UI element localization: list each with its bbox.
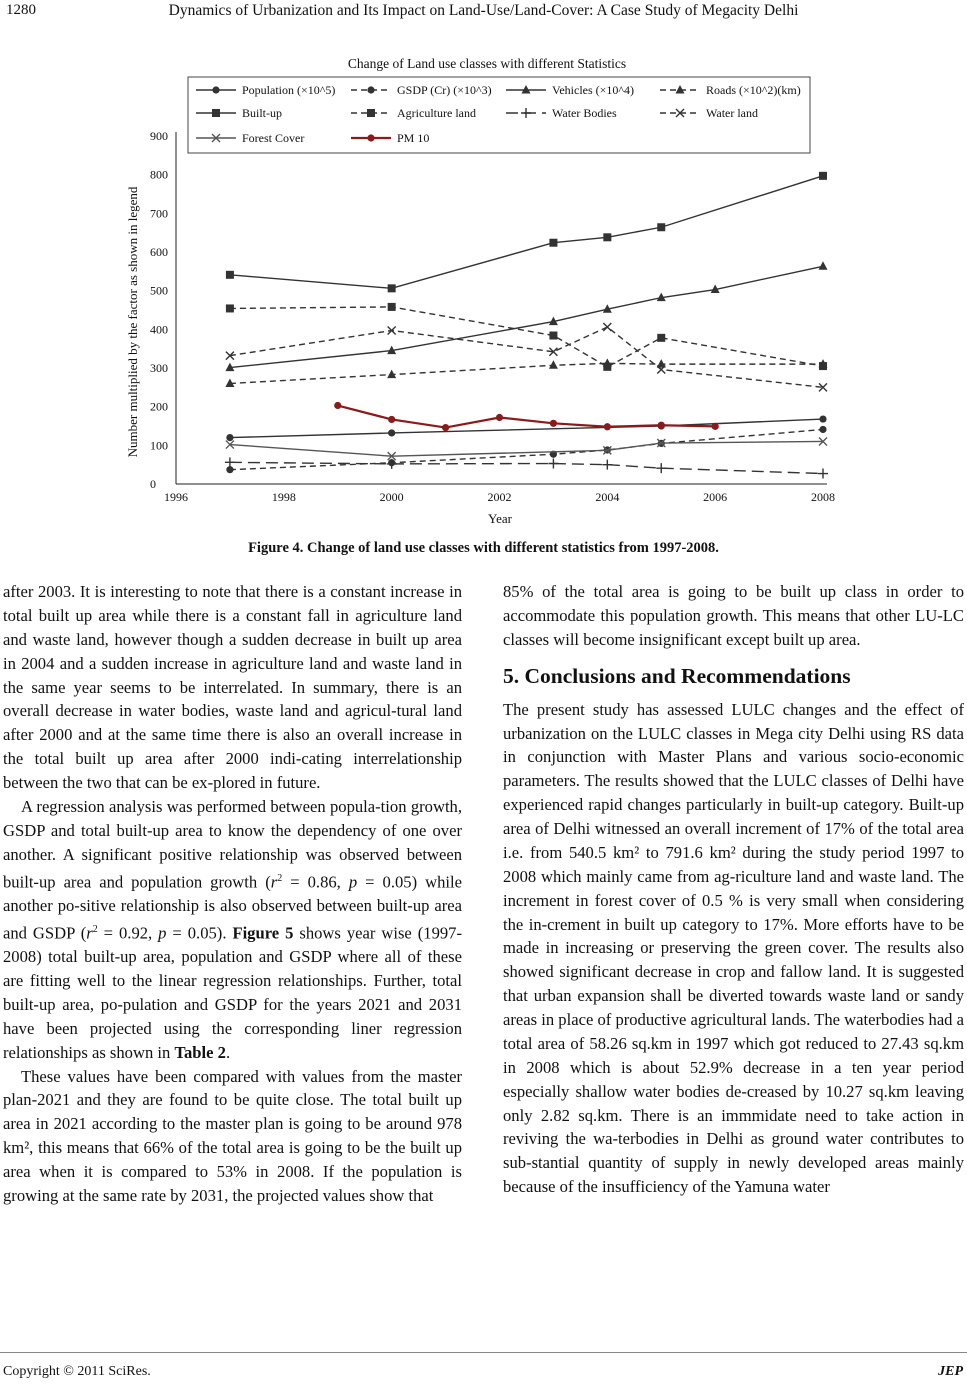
running-title: Dynamics of Urbanization and Its Impact on Land-Use/Land-Cover: A Case Study of Megacity Delhi bbox=[168, 2, 799, 19]
data-point bbox=[367, 134, 374, 141]
x-tick-label: 2002 bbox=[487, 490, 512, 504]
section-heading: 5. Conclusions and Recommendations bbox=[503, 663, 851, 688]
data-point bbox=[226, 271, 234, 279]
legend-label: Built-up bbox=[242, 106, 283, 120]
legend-label: PM 10 bbox=[397, 131, 430, 145]
data-point bbox=[603, 323, 611, 331]
paragraph: The present study has assessed LULC changes and the effect of urbanization on the LULC classes in Mega city Delhi using RS data in conjunction with Master Plans and various socio-economic parameters. The results showed that the LULC classes of Delhi have experienced rapid changes particularly in built-up category. Built-up area of Delhi witnessed an overall increment of 17% of the total area i.e. from 540.5 km² to 791.6 km² during the study period 1997 to 2008 which mainly came from ag-riculture land and waste land. The increment in forest cover of 0.5 % is very small when considering the in-crement in built up category to 17%. More efforts have to be made in increasing or preserving the green cover. The results also showed significant decrease in crop and fallow land. It is suggested that urban expansion shall be diverted towards waste land or sandy areas in place of productive agricultural lands. The waterbodies had a total area of 58.26 sq.km in 1997 which got reduced to 27.43 sq.km in 2008 which is about 52.9% decrease in a ten year period especially shallow water bodies de-creased by 10.27 sq.km leaving only 2.82 sq.km. There is an immmidate need to take action in reviving the wa-terbodies in Delhi as ground water contributes to sub-stantial quantity of supply in newly developed areas mainly because of the insufficiency of the Yamuna water bbox=[503, 699, 964, 1197]
data-point bbox=[550, 420, 557, 427]
legend-label: Forest Cover bbox=[242, 131, 305, 145]
x-tick-label: 2000 bbox=[379, 490, 404, 504]
series-line bbox=[230, 419, 823, 438]
x-tick-label: 1998 bbox=[271, 490, 296, 504]
series-line bbox=[230, 327, 823, 387]
legend-label: Agriculture land bbox=[397, 106, 476, 120]
data-point bbox=[819, 261, 828, 270]
legend-label: Population (×10^5) bbox=[242, 83, 336, 97]
y-tick-label: 700 bbox=[150, 206, 168, 221]
data-point bbox=[819, 415, 826, 422]
figure-caption: Figure 4. Change of land use classes with different statistics from 1997-2008. bbox=[248, 540, 719, 556]
y-tick-label: 200 bbox=[150, 399, 168, 414]
series-8 bbox=[226, 437, 827, 460]
paragraph: 85% of the total area is going to be built up class in order to accommodate this population growth. This means that other LU-LC classes will become insignificant except built up area. bbox=[503, 582, 964, 649]
data-point bbox=[657, 223, 665, 231]
data-point bbox=[658, 422, 665, 429]
data-point bbox=[212, 86, 219, 93]
data-point bbox=[388, 303, 396, 311]
y-tick-label: 900 bbox=[150, 129, 168, 143]
data-point bbox=[225, 457, 235, 467]
copyright: Copyright © 2011 SciRes. bbox=[3, 1364, 151, 1379]
data-point bbox=[548, 459, 558, 469]
series-line bbox=[230, 176, 823, 289]
x-axis-label: Year bbox=[488, 511, 512, 526]
series-7 bbox=[226, 323, 827, 391]
data-point bbox=[657, 334, 665, 342]
y-tick-label: 500 bbox=[150, 283, 168, 298]
paragraph: These values have been compared with values from the master plan-2021 and they are found to be quite close. The total built up area in 2021 according to the master plan is going to be around 978 km², this means that 66% of the total area is going to be the built up area when it is compared to 53% in 2008. If the population is growing at the same rate by 2031, the projected values show that bbox=[3, 1066, 462, 1205]
data-point bbox=[334, 402, 341, 409]
data-point bbox=[212, 109, 220, 117]
data-point bbox=[226, 434, 233, 441]
series-4 bbox=[226, 172, 827, 293]
y-tick-label: 100 bbox=[150, 438, 168, 453]
data-point bbox=[603, 233, 611, 241]
y-tick-label: 300 bbox=[150, 361, 168, 375]
data-point bbox=[388, 429, 395, 436]
data-point bbox=[367, 109, 375, 117]
series-line bbox=[230, 363, 823, 383]
legend-label: Vehicles (×10^4) bbox=[552, 83, 635, 97]
legend-label: Roads (×10^2)(km) bbox=[706, 83, 801, 97]
series-6 bbox=[225, 457, 828, 478]
y-axis-label: Number multiplied by the factor as shown in legend bbox=[125, 186, 140, 458]
data-point bbox=[496, 414, 503, 421]
page-footer bbox=[0, 1364, 967, 1384]
page-number: 1280 bbox=[6, 2, 36, 18]
data-point bbox=[388, 284, 396, 292]
data-point bbox=[819, 172, 827, 180]
series-line bbox=[230, 462, 823, 473]
data-point bbox=[602, 460, 612, 470]
data-point bbox=[656, 463, 666, 473]
journal-abbrev: JEP bbox=[938, 1364, 963, 1379]
data-point bbox=[819, 426, 826, 433]
legend-label: GSDP (Cr) (×10^3) bbox=[397, 83, 492, 97]
x-tick-label: 1996 bbox=[164, 490, 188, 504]
series-1 bbox=[226, 426, 826, 473]
data-point bbox=[712, 423, 719, 430]
paragraph: after 2003. It is interesting to note that there is a constant increase in total built up area while there is a constant fall in agriculture land and waste land, however though a sudden decrease in built up area in 2004 and a sudden increase in agriculture land and waste land in the same year seems to be interrelated. In summary, there is an overall decrease in water bodies, waste land and agricul-tural land after 2000 and at the same time there is also an overall increase in the total built up area after 2000 indi-cating interrelationship between the two that can be ex-plored in future. bbox=[3, 582, 462, 792]
data-point bbox=[549, 239, 557, 247]
data-point bbox=[604, 423, 611, 430]
left-column bbox=[3, 580, 462, 1208]
series-line bbox=[230, 266, 823, 367]
series-2 bbox=[225, 261, 827, 371]
x-tick-label: 2008 bbox=[811, 490, 835, 504]
running-header bbox=[0, 2, 967, 24]
right-column bbox=[503, 580, 964, 1199]
data-point bbox=[367, 86, 374, 93]
data-point bbox=[603, 363, 611, 371]
data-point bbox=[388, 416, 395, 423]
data-point bbox=[442, 424, 449, 431]
y-tick-label: 400 bbox=[150, 322, 168, 337]
y-tick-label: 0 bbox=[150, 477, 156, 491]
legend-label: Water land bbox=[706, 106, 759, 120]
data-point bbox=[819, 362, 827, 370]
y-tick-label: 600 bbox=[150, 245, 168, 259]
data-point bbox=[226, 304, 234, 312]
footer-divider bbox=[0, 1352, 967, 1353]
paragraph-regression: A regression analysis was performed between popula-tion growth, GSDP and total built-up area to know the dependency of one over another. A significant positive relationship was observed between built-up area and population growth ($r^2 = 0.86$, p = 0.05) while another po-sitive relationship is also observed between built-up area and GSDP ($r^2 = 0.92$, p = 0.05). Figure 5 shows year wise (1997-2008) total built-up area, population and GSDP where all of these are fitting well to the linear regression relationships. Further, total built-up area, po-pulation and GSDP for the years 2021 and 2031 have been projected using the corresponding liner regression relationships as shown in Table 2. bbox=[3, 796, 462, 1062]
legend-label: Water Bodies bbox=[552, 106, 617, 120]
x-tick-label: 2004 bbox=[595, 490, 620, 504]
data-point bbox=[549, 332, 557, 340]
series-9 bbox=[334, 402, 719, 431]
y-tick-label: 800 bbox=[150, 167, 168, 182]
data-point bbox=[549, 360, 558, 369]
series-line bbox=[230, 441, 823, 456]
figure-4-chart bbox=[0, 50, 967, 535]
x-tick-label: 2006 bbox=[703, 490, 728, 504]
series-3 bbox=[225, 358, 827, 387]
data-point bbox=[818, 469, 828, 479]
series-5 bbox=[226, 303, 827, 371]
chart-title: Change of Land use classes with different Statistics bbox=[347, 56, 627, 71]
